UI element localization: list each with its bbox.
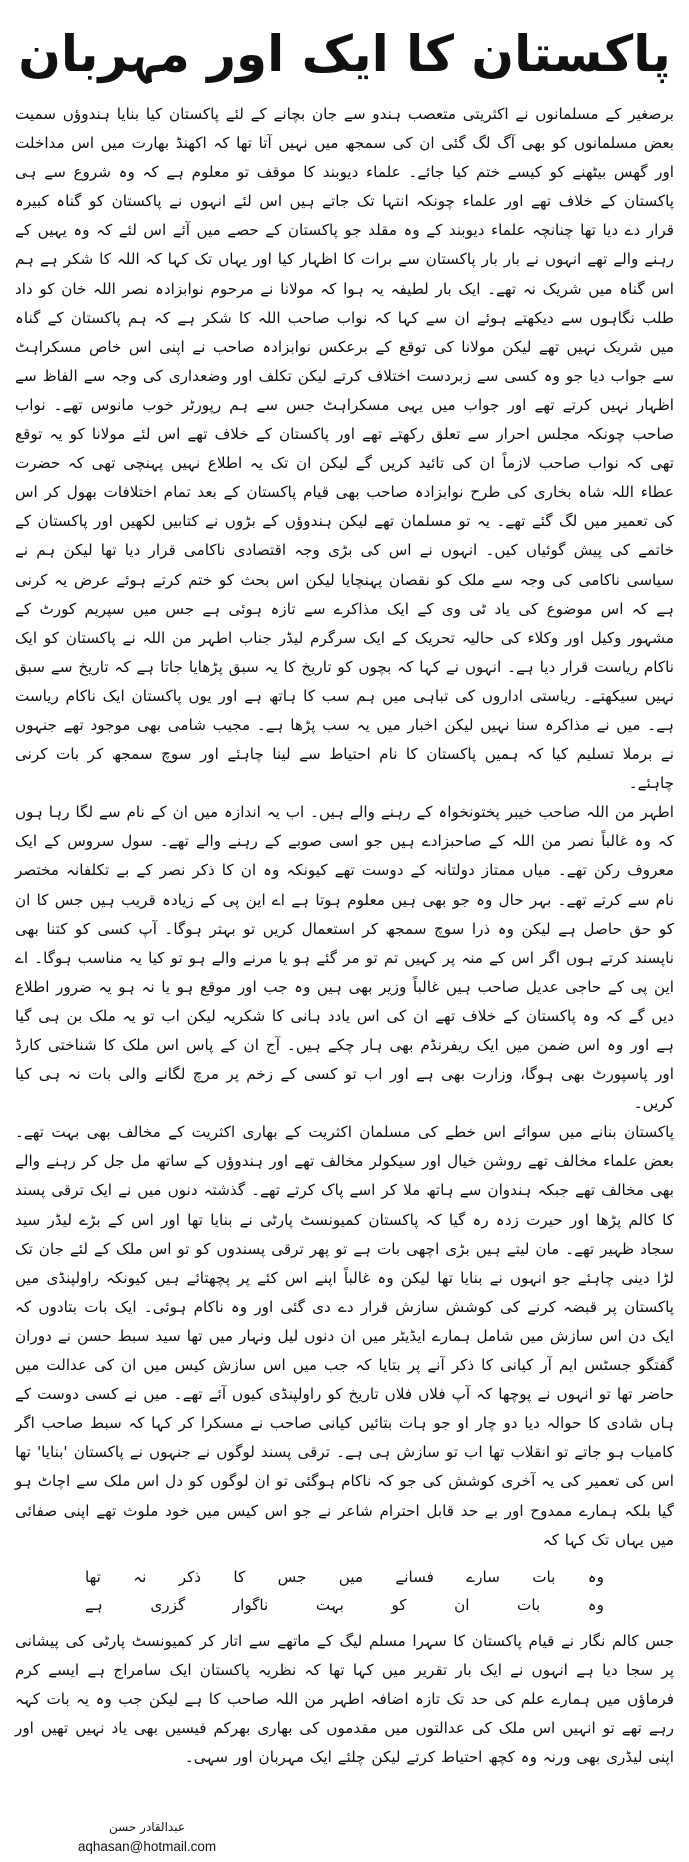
verse-couplet — [85, 1563, 604, 1619]
verse-line-2: وہ بات ان کو بہت ناگوار گزری ہے — [85, 1595, 604, 1614]
article-body — [15, 100, 674, 1772]
headline: پاکستان کا ایک اور مہربان — [18, 25, 671, 83]
author-name: عبدالقادر حسن — [108, 1820, 185, 1834]
author-email[interactable]: aqhasan@hotmail.com — [77, 1839, 217, 1854]
paragraph-3: پاکستان بنانے میں سوائے اس خطے کی مسلمان اکثریت کے بھاری اکثریت کے مخالف بھی بہت تھے۔ بعض علماء مخالف تھے روشن خیال اور سیکولر مخالف تھے اور ہندوؤں کے ساتھ مل جل کر رہنے والے بھی مخالف تھے جبکہ ہندوان سے ہاتھ ملا کر اسے پاک کرتے تھے۔ گذشتہ دنوں میں نے ایک ترقی پسند کا کالم پڑھا اور حیرت زدہ رہ گیا کہ پاکستان کمیونسٹ پارٹی نے بنایا تھا اور اس کے بڑے لیڈر سید سجاد ظہیر تھے۔ مان لیتے ہیں بڑی اچھی بات ہے تو پھر ترقی پسندوں کو تو اس ملک کے لئے جان تک لڑا دینی چاہئے جو انہوں نے بنایا تھا لیکن وہ غالباً اپنے اس کئے پر پچھتائے ہیں کیونکہ راولپنڈی میں پاکستان پر قبضہ کرنے کی کوشش سازش قرار دے دی گئی اور وہ ناکام ہوئی۔ ایک بات بتادوں کہ ایک دن اس سازش میں شامل ہمارے ایڈیٹر میں ان دنوں لیل ونہار میں تھا سید سبط حسن نے دوران گفتگو جسٹس ایم آر کیانی کا ذکر آنے پر بتایا کہ جب میں اس سازش کیس میں ان کی عدالت میں حاضر تھا تو انہوں نے پوچھا کہ آپ فلاں فلاں تاریخ کو راولپنڈی کیوں آئے تھے۔ میں نے کسی دوست کے ہاں شادی کا حوالہ دیا دو چار او جو ہات بتائیں کیانی صاحب نے مسکرا کر کہا کہ سبط صاحب اگر کامیاب ہو جاتے تو انقلاب تھا اب تو سازش ہی ہے۔ ترقی پسند لوگوں نے جنہوں نے پاکستان 'بنایا' تھا اس کی تعمیر کی یہ آخری کوشش کی جو کہ ناکام ہوگئی تو ان لوگوں کو دل اس ملک سے اچاٹ ہو گیا بلکہ ہمارے ممدوح اور بے حد قابل احترام شاعر نے جو اس کیس میں خود ملوث تھے اپنی صفائی میں یہاں تک کہا کہ — [15, 1123, 674, 1549]
verse-line-1: وہ بات سارے فسانے میں جس کا ذکر نہ تھا — [85, 1567, 604, 1586]
byline — [52, 1816, 242, 1856]
paragraph-1: برصغیر کے مسلمانوں نے اکثریتی متعصب ہندو سے جان بچانے کے لئے پاکستان کیا بنایا ہندوؤں سمیت بعض مسلمانوں کو بھی آگ لگ گئی ان کی سمجھ میں نہیں آتا تھا کہ اکھنڈ بھارت میں اس مداخلت اور گھس بیٹھنے کو کیسے ختم کیا جائے۔ علماء دیوبند کا موقف تو معلوم ہے کہ وہ شروع سے ہی پاکستان کے خلاف تھے اور علماء چونکہ انتہا تک جاتے ہیں اس لئے انہوں نے پاکستان کو گناہ کبیرہ قرار دے دیا تھا چنانچہ علماء دیوبند کے وہ مقلد جو پاکستان کے حصے میں آئے اس لئے کہ وہ یہیں کے رہنے والے تھے انہوں نے بار بار پاکستان سے برات کا اظہار کیا اور یہاں تک کہا کہ اللہ کا شکر ہے ہم اس گناہ میں شریک نہ تھے۔ ایک بار لطیفہ یہ ہوا کہ مولانا نے مرحوم نوابزادہ نصر اللہ خان کو داد طلب نگاہوں سے دیکھتے ہوئے ان سے کہا کہ نواب صاحب اللہ کا شکر ہے کہ ہم پاکستان کے گناہ میں شریک نہیں تھے لیکن مولانا کی توقع کے برعکس نوابزادہ صاحب نے اپنی اس خاص مسکراہٹ سے جواب دیا جو وہ کسی سے زبردست اختلاف کرتے لیکن تکلف اور وضعداری کی وجہ سے الفاظ سے اظہار نہیں کرتے تھے اور جواب میں یہی مسکراہٹ جس سے ہم رپورٹر خوب مانوس تھے۔ نواب صاحب چونکہ مجلس احرار سے تعلق رکھتے تھے اور پاکستان کے خلاف تھے اس لئے مولانا کو یہ توقع تھی کہ نواب صاحب لازماً ان کی تائید کریں گے لیکن ان تک یہ اطلاع نہیں پہنچی تھی کہ حضرت عطاء اللہ شاہ بخاری کی طرح نوابزادہ صاحب بھی قیام پاکستان کے بعد تمام اختلافات بھول کر اس کی تعمیر میں لگ گئے تھے۔ یہ تو مسلمان تھے لیکن ہندوؤں کے بڑوں نے کتابیں لکھیں اور پاکستان کے خاتمے کی پیش گوئیاں کیں۔ انہوں نے اس کی بڑی وجہ اقتصادی ناکامی قرار دیا تھا لیکن ہم نے سیاسی ناکامی کی وجہ سے ملک کو نقصان پہنچایا لیکن اس بحث کو ختم کرتے ہوئے عرض یہ کرنی ہے کہ اس موضوع کی یاد ٹی وی کے ایک مذاکرے سے تازہ ہوئی ہے جس میں سپریم کورٹ کے مشہور وکیل اور وکلاء کی حالیہ تحریک کے ایک سرگرم لیڈر جناب اطہر من اللہ نے پاکستان کو ایک ناکام ریاست قرار دیا ہے۔ انہوں نے کہا کہ بچوں کو تاریخ کا یہ سبق پڑھایا جاتا ہے کہ تاریخ سے سبق نہیں سیکھتے۔ ریاستی اداروں کی تباہی میں ہم سب کا ہاتھ ہے اور یوں پاکستان ایک ناکام ریاست ہے۔ میں نے مذاکرہ سنا نہیں لیکن اخبار میں یہ سب پڑھا ہے۔ مجیب شامی بھی موجود تھے جنہوں نے برملا تسلیم کیا کہ ہمیں پاکستان کا نام احتیاط سے لینا چاہئے اور سوچ سمجھ کر بات کرنی چاہئے۔ — [15, 105, 674, 793]
paragraph-2: اطہر من اللہ صاحب خیبر پختونخواہ کے رہنے والے ہیں۔ اب یہ اندازہ میں ان کے نام سے لگا رہا ہوں کہ وہ غالباً نصر من اللہ کے صاحبزادے ہیں جو اسی صوبے کے رہنے والے تھے۔ سول سروس کے ایک معروف رکن تھے۔ میاں ممتاز دولتانہ کے دوست تھے کیونکہ وہ ان کا ذکر نصر کے بے تکلفانہ مختصر نام سے کرتے تھے۔ بہر حال وہ جو بھی ہیں معلوم ہوتا ہے اے این پی کے زیادہ قریب ہیں جس کا ان کو حق حاصل ہے لیکن وہ ذرا سوچ سمجھ کر استعمال کریں تو بہتر ہوگا۔ آپ کسی کو کتنا بھی ناپسند کرتے ہوں اگر اس کے منہ پر کہیں تم تو مر گئے ہو یا مرنے والے ہو تو کیا یہ مناسب ہوگا۔ اے این پی کے حاجی عدیل صاحب ہیں غالباً وزیر بھی ہیں وہ جب اور موقع ہو یا نہ ہو یہ ضرور اطلاع دیں گے کہ وہ پاکستان کے خلاف تھے ان کی اس یادد ہانی کا شکریہ لیکن اب تو یہ ملک بن ہی گیا ہے اور وہ اس ضمن میں ایک ریفرنڈم بھی ہار چکے ہیں۔ آج ان کے پاس اس ملک کا شناختی کارڈ اور پاسپورٹ بھی ہوگا، وزارت بھی ہے اور اب تو کسی کے زخم پر مرچ لگانے والی بات نہ ہی کیا کریں۔ — [15, 803, 674, 1113]
paragraph-4: جس کالم نگار نے قیام پاکستان کا سہرا مسلم لیگ کے ماتھے سے اتار کر کمیونسٹ پارٹی کی پیشانی پر سجا دیا ہے انہوں نے ایک بار تقریر میں کہا تھا کہ نظریہ پاکستان ایک سامراج ہے ایسے کرم فرماؤں میں ہمارے علم کی حد تک تازہ اضافہ اطہر من اللہ صاحب کا ہے لیکن جب وہ یہ بات کہہ رہے تھے تو انہیں اس ملک کی عدالتوں میں مقدموں کی بھاری بھرکم فیسیں بھی یاد نہیں تھیں اور اپنی لیڈری بھی ورنہ وہ کچھ احتیاط کرتے لیکن چلئے ایک مہربان اور سہی۔ — [15, 1631, 674, 1767]
